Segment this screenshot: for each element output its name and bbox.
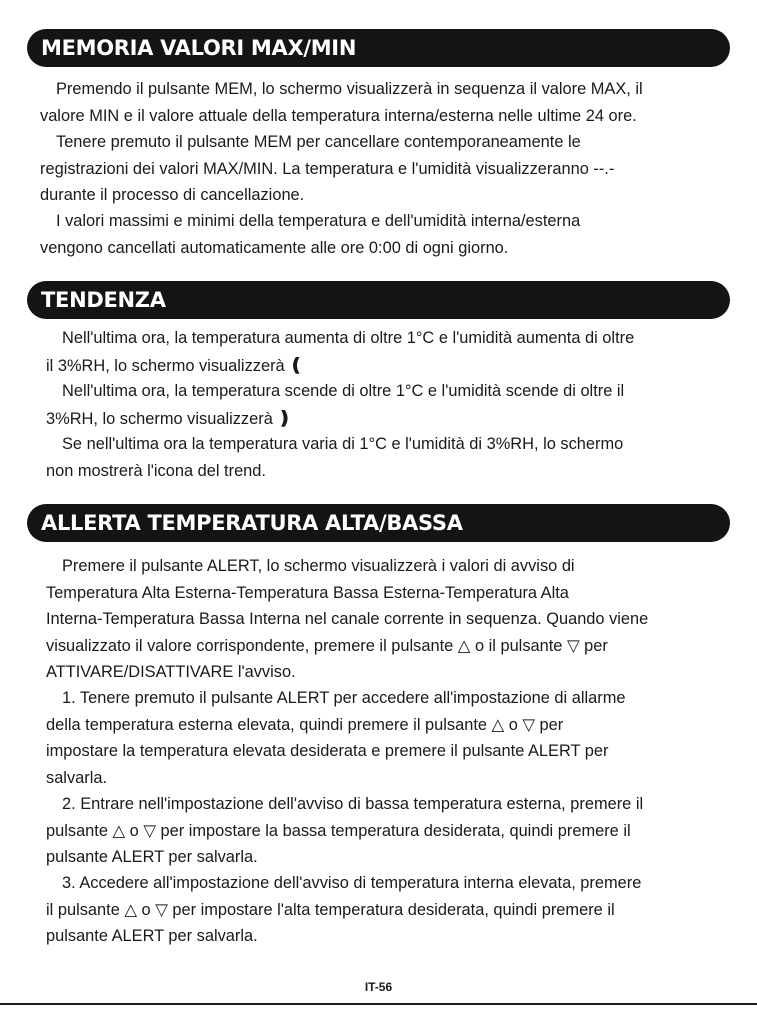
text-line: Tenere premuto il pulsante MEM per cancellare contemporaneamente le bbox=[56, 133, 581, 151]
text-line: il pulsante △ o ▽ per impostare l'alta temperatura desiderata, quindi premere il bbox=[46, 900, 615, 919]
page-number: IT-56 bbox=[364, 980, 393, 994]
paragraph-alert-step-1 bbox=[46, 685, 625, 791]
paragraph-mem-auto-clear bbox=[40, 208, 580, 261]
paragraph-trend-down bbox=[46, 378, 624, 432]
text-line bbox=[46, 352, 634, 380]
bottom-divider bbox=[0, 1003, 757, 1005]
text-line: valore MIN e il valore attuale della temperatura interna/esterna nelle ultime 24 ore. bbox=[40, 106, 637, 125]
text-line: della temperatura esterna elevata, quindi premere il pulsante △ o ▽ per bbox=[46, 715, 564, 734]
paragraph-mem-sequence bbox=[40, 76, 643, 129]
text-line: pulsante △ o ▽ per impostare la bassa temperatura desiderata, quindi premere il bbox=[46, 821, 631, 840]
text-line: visualizzato il valore corrispondente, premere il pulsante △ o il pulsante ▽ per bbox=[46, 636, 608, 655]
text-line: salvarla. bbox=[46, 768, 108, 787]
text-line: Premere il pulsante ALERT, lo schermo visualizzerà i valori di avviso di bbox=[62, 557, 575, 575]
paragraph-trend-none bbox=[46, 431, 623, 484]
text-line: vengono cancellati automaticamente alle ore 0:00 di ogni giorno. bbox=[40, 238, 509, 257]
text-line: Temperatura Alta Esterna-Temperatura Bassa Esterna-Temperatura Alta bbox=[46, 583, 569, 602]
paragraph-mem-clear bbox=[40, 129, 614, 209]
text-line: Interna-Temperatura Bassa Interna nel canale corrente in sequenza. Quando viene bbox=[46, 610, 649, 628]
text-line: Se nell'ultima ora la temperatura varia di 1°C e l'umidità di 3%RH, lo schermo bbox=[62, 435, 624, 453]
text-line-part: 3%RH, lo schermo visualizzerà bbox=[46, 409, 273, 428]
section-title-tendenza: TENDENZA bbox=[27, 281, 730, 319]
section-title-memoria: MEMORIA VALORI MAX/MIN bbox=[27, 29, 730, 67]
text-line: pulsante ALERT per salvarla. bbox=[46, 927, 258, 945]
text-line: Nell'ultima ora, la temperatura aumenta di oltre 1°C e l'umidità aumenta di oltre bbox=[62, 329, 635, 347]
text-line: durante il processo di cancellazione. bbox=[40, 186, 305, 204]
trend-up-icon: ❪ bbox=[288, 354, 304, 375]
paragraph-alert-step-3 bbox=[46, 870, 641, 950]
paragraph-alert-step-2 bbox=[46, 791, 643, 871]
paragraph-trend-up bbox=[46, 325, 634, 379]
text-line: pulsante ALERT per salvarla. bbox=[46, 848, 258, 866]
text-line: I valori massimi e minimi della temperatura e dell'umidità interna/esterna bbox=[56, 212, 581, 230]
text-line-part: il 3%RH, lo schermo visualizzerà bbox=[46, 356, 285, 375]
text-line: non mostrerà l'icona del trend. bbox=[46, 461, 266, 480]
text-line: impostare la temperatura elevata desiderata e premere il pulsante ALERT per bbox=[46, 742, 609, 760]
text-line: 1. Tenere premuto il pulsante ALERT per accedere all'impostazione di allarme bbox=[62, 689, 626, 707]
text-line: ATTIVARE/DISATTIVARE l'avviso. bbox=[46, 663, 296, 681]
text-line: 2. Entrare nell'impostazione dell'avviso di bassa temperatura esterna, premere il bbox=[62, 795, 644, 813]
text-line: Premendo il pulsante MEM, lo schermo visualizzerà in sequenza il valore MAX, il bbox=[56, 80, 643, 98]
section-title-allerta: ALLERTA TEMPERATURA ALTA/BASSA bbox=[27, 504, 730, 542]
text-line bbox=[46, 405, 624, 433]
text-line: 3. Accedere all'impostazione dell'avviso di temperatura interna elevata, premere bbox=[62, 874, 642, 892]
text-line: Nell'ultima ora, la temperatura scende di oltre 1°C e l'umidità scende di oltre il bbox=[62, 382, 625, 400]
paragraph-alert-intro bbox=[46, 553, 648, 686]
trend-down-icon: ❫ bbox=[276, 407, 292, 428]
text-line: registrazioni dei valori MAX/MIN. La temperatura e l'umidità visualizzeranno --.- bbox=[40, 159, 615, 178]
